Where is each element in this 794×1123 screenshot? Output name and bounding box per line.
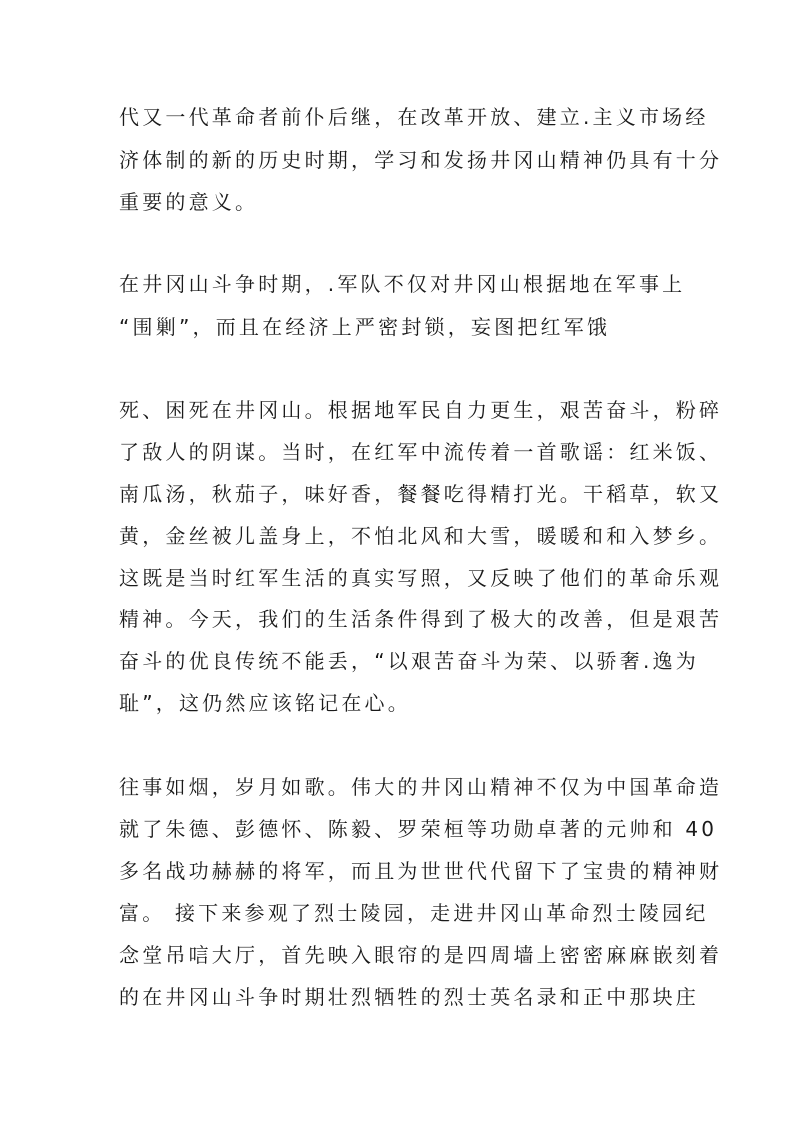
text-line: 耻”，这仍然应该铭记在心。 xyxy=(119,691,411,715)
text-line: 死、困死在井冈山。根据地军民自力更生，艰苦奋斗，粉碎 xyxy=(119,398,723,422)
text-line: 济体制的新的历史时期，学习和发扬井冈山精神仍具有十分 xyxy=(119,148,723,172)
text-line: 了敌人的阴谋。当时，在红军中流传着一首歌谣：红米饭、 xyxy=(119,440,723,464)
text-line: 黄，金丝被儿盖身上，不怕北风和大雪，暖暖和和入梦乡。 xyxy=(119,524,723,548)
text-line: “围剿”，而且在经济上严密封锁，妄图把红军饿 xyxy=(119,315,611,339)
text-line: 往事如烟，岁月如歌。伟大的井冈山精神不仅为中国革命造 xyxy=(119,775,723,799)
text-line: 南瓜汤，秋茄子，味好香，餐餐吃得精打光。干稻草，软又 xyxy=(119,482,723,506)
text-line: 念堂吊唁大厅，首先映入眼帘的是四周墙上密密麻麻嵌刻着 xyxy=(119,943,723,967)
text-line: 重要的意义。 xyxy=(119,190,259,214)
text-line: 富。 接下来参观了烈士陵园，走进井冈山革命烈士陵园纪 xyxy=(119,901,709,925)
text-line: 奋斗的优良传统不能丢，“以艰苦奋斗为荣、以骄奢.逸为 xyxy=(119,649,699,673)
text-line: 在井冈山斗争时期，.军队不仅对井冈山根据地在军事上 xyxy=(119,272,686,296)
text-line: 就了朱德、彭德怀、陈毅、罗荣桓等功勋卓著的元帅和 40 xyxy=(119,817,718,841)
text-line: 的在井冈山斗争时期壮烈牺牲的烈士英名录和正中那块庄 xyxy=(119,985,699,1009)
text-line: 这既是当时红军生活的真实写照，又反映了他们的革命乐观 xyxy=(119,566,723,590)
text-line: 精神。今天，我们的生活条件得到了极大的改善，但是艰苦 xyxy=(119,607,723,631)
text-line: 多名战功赫赫的将军，而且为世世代代留下了宝贵的精神财 xyxy=(119,859,723,883)
text-line: 代又一代革命者前仆后继，在改革开放、建立.主义市场经 xyxy=(119,105,709,129)
